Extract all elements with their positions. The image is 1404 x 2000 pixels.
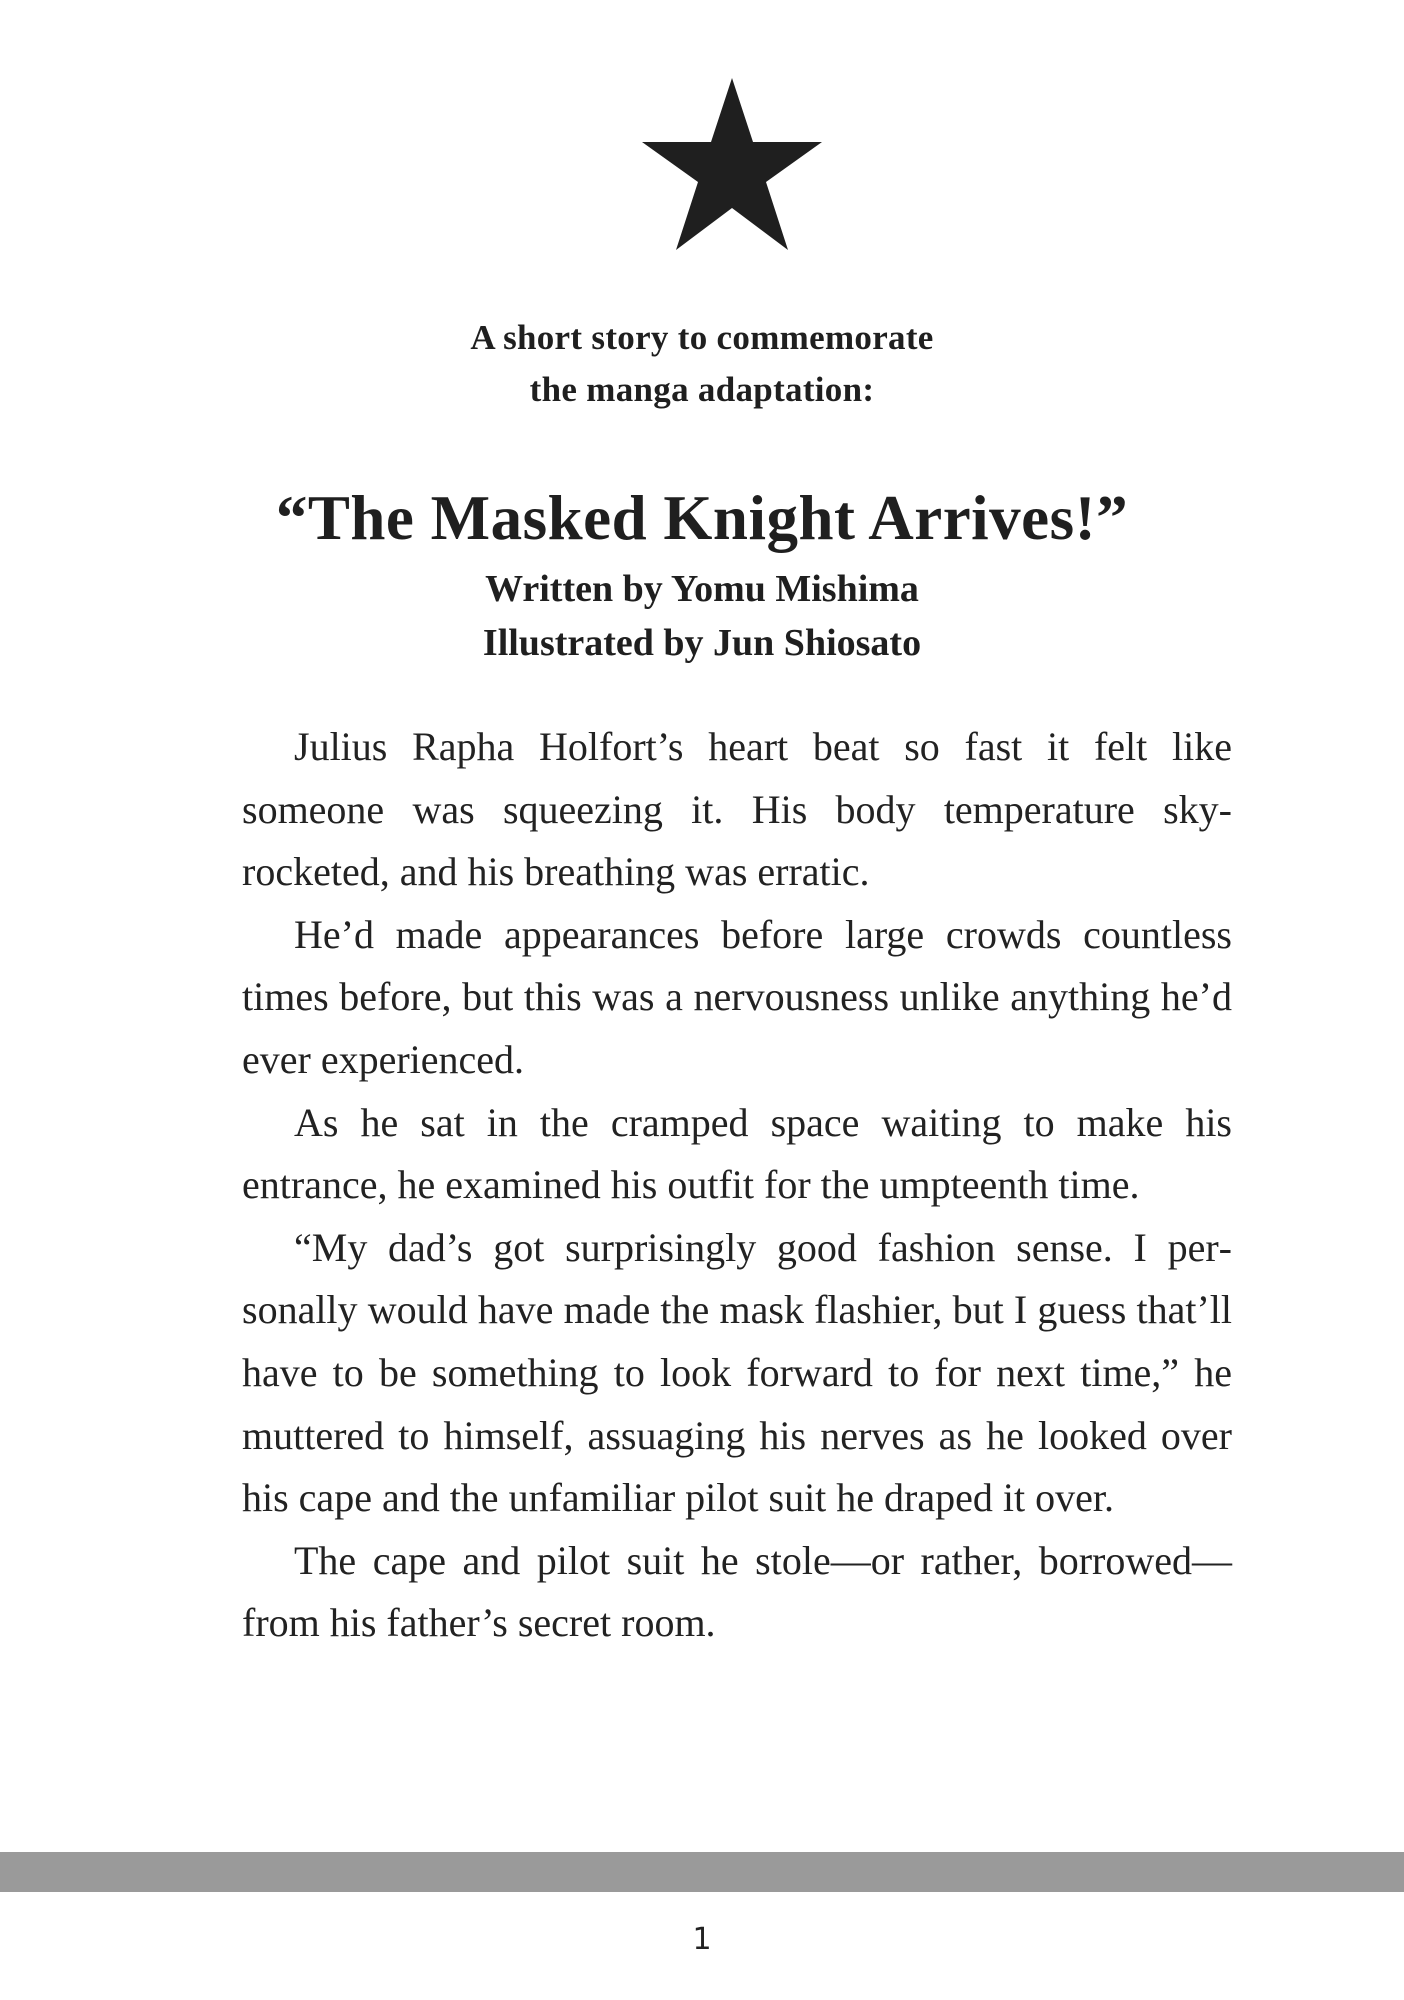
credits [0, 562, 1404, 670]
paragraph: “My dad’s got surprisingly good fashion sense. I personally would have made the mask flashier, but I guess that’ll have to be something to look forward to for next time,” he muttered to himself, assuaging his nerves as he looked over his cape and the unfamiliar pilot suit he draped it over. [242, 1224, 1232, 1521]
story-body [242, 716, 1232, 1655]
page-number: 1 [692, 1922, 712, 1957]
paragraph: Julius Rapha Holfort’s heart beat so fast it felt like someone was squeezing it. His body temperature skyrocketed, and his breathing was erratic. [242, 724, 1232, 895]
paragraph: The cape and pilot suit he stole—or rather, borrowed—from his father’s secret room. [242, 1537, 1232, 1646]
writer-credit: Written by Yomu Mishima [485, 568, 919, 610]
subtitle-line-1: A short story to commemorate [470, 318, 934, 357]
star-icon [642, 78, 822, 253]
paragraph: As he sat in the cramped space waiting to make his entrance, he examined his outfit for the umpteenth time. [242, 1099, 1232, 1208]
subtitle-line-2: the manga adaptation: [529, 370, 875, 409]
footer-bar [0, 1852, 1404, 1892]
paragraph: He’d made appearances before large crowds countless times before, but this was a nervousness unlike anything he’d ever experienced. [242, 911, 1232, 1082]
subtitle [0, 312, 1404, 416]
story-title: “The Masked Knight Arrives!” [275, 483, 1129, 553]
illustrator-credit: Illustrated by Jun Shiosato [482, 622, 922, 664]
